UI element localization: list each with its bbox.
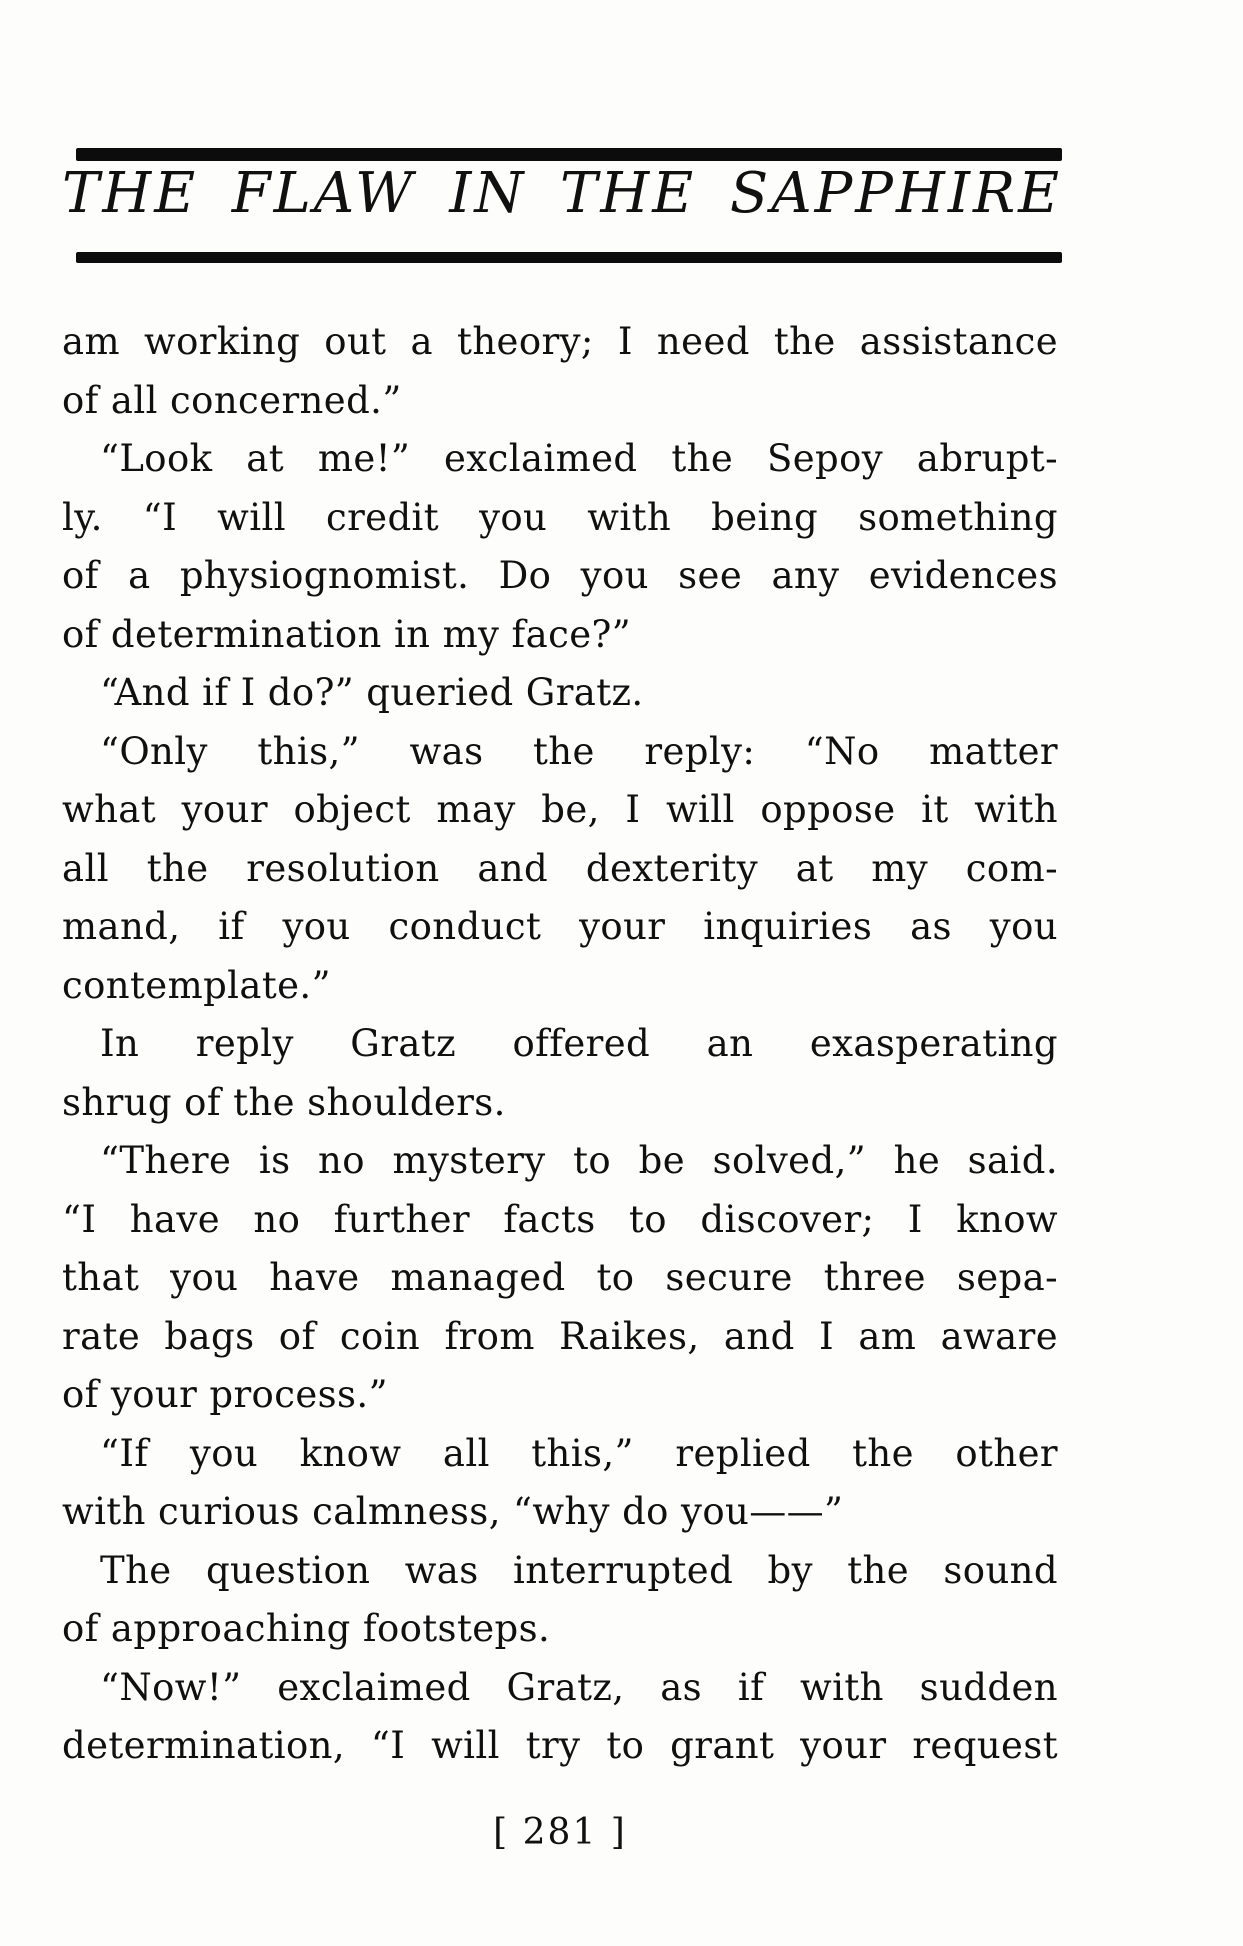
text-line: The question was interrupted by the sound <box>100 1548 1058 1592</box>
text-line: mand, if you conduct your inquiries as you <box>62 905 1058 948</box>
text-line: of determination in my face?” <box>62 612 632 656</box>
text-line: ly. “I will credit you with being something <box>62 495 1058 539</box>
text-line: “I have no further facts to discover; I know <box>62 1197 1058 1241</box>
text-line: “If you know all this,” replied the other <box>100 1431 1058 1475</box>
text-line: “Only this,” was the reply: “No matter <box>100 729 1058 773</box>
text-line: with curious calmness, “why do you——” <box>62 1490 844 1533</box>
text-line: contemplate.” <box>62 963 331 1007</box>
text-line: what your object may be, I will oppose it with <box>62 788 1058 831</box>
text-line: shrug of the shoulders. <box>62 1080 506 1124</box>
text-line: of all concerned.” <box>62 378 402 422</box>
header-rule-bottom <box>76 252 1062 263</box>
text-line: determination, “I will try to grant your request <box>62 1724 1058 1767</box>
running-header-title: THE FLAW IN THE SAPPHIRE <box>62 161 1062 226</box>
text-line: of approaching footsteps. <box>62 1607 551 1650</box>
text-line: that you have managed to secure three sepa- <box>62 1256 1058 1299</box>
text-line: of your process.” <box>62 1373 388 1416</box>
page-number: [ 281 ] <box>493 1812 627 1853</box>
text-line: of a physiognomist. Do you see any evidences <box>62 554 1058 597</box>
text-line: “Now!” exclaimed Gratz, as if with sudden <box>100 1665 1058 1709</box>
text-line: “There is no mystery to be solved,” he said. <box>100 1139 1058 1182</box>
body-lines <box>62 313 1058 1776</box>
text-line: In reply Gratz offered an exasperating <box>100 1022 1058 1065</box>
text-line: “And if I do?” queried Gratz. <box>100 671 644 714</box>
text-line: rate bags of coin from Raikes, and I am aware <box>62 1314 1058 1358</box>
text-line: all the resolution and dexterity at my com- <box>62 846 1058 890</box>
text-line: am working out a theory; I need the assistance <box>62 320 1058 363</box>
text-line: “Look at me!” exclaimed the Sepoy abrupt- <box>100 437 1058 480</box>
